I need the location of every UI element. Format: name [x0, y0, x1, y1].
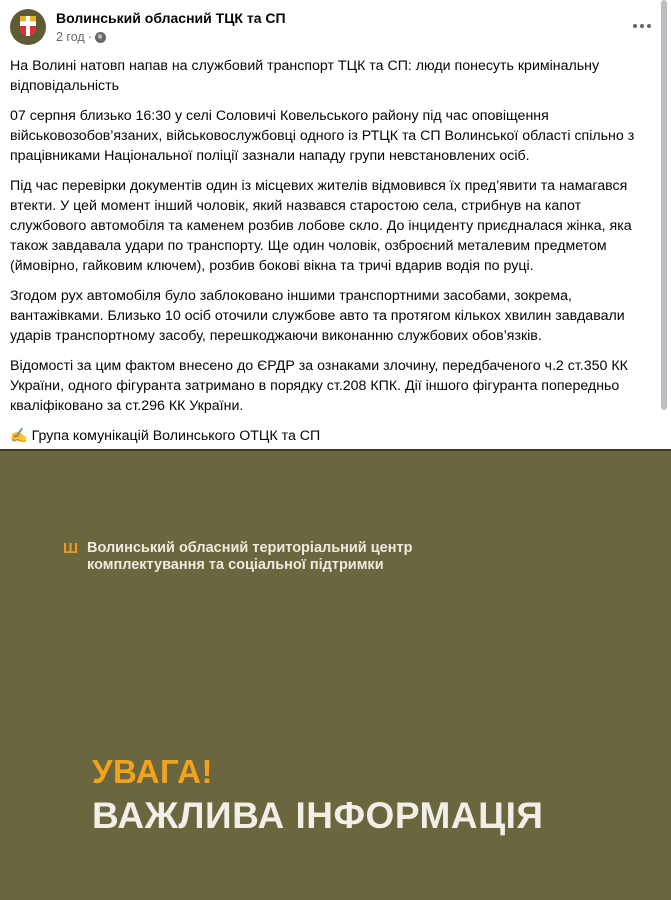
post-body [10, 56, 650, 486]
post-meta [56, 9, 286, 45]
dot-icon [640, 24, 644, 28]
post-paragraph: Під час перевірки документів один із місцевих жителів відмовився їх пред’явити та намагався втекти. У цей момент інший чоловік, який назвався старостою села, стрибнув на капот службового автомобіля та каменем розбив лобове скло. До інциденту приєдналася жінка, яка також завдавала удари по транспорту. Ще один чоловік, озброєний металевим предметом (ймовірно, гайковим ключем), розбив бокові вікна та тричі вдарив водія по руці. [10, 178, 632, 274]
post-timestamp[interactable]: 2 год [56, 30, 85, 44]
alert-title: УВАГА! [92, 753, 213, 790]
post-paragraph: Згодом рух автомобіля було заблоковано іншими транспортними засобами, зокрема, вантажівками. Близько 10 осіб оточили службове авто та протягом кількох хвилин завдавали ударів транспортному засобу, перешкоджаючи виконанню службових обов’язків. [10, 288, 625, 344]
more-options-button[interactable] [630, 20, 654, 32]
dot-icon [647, 24, 651, 28]
dot-icon [633, 24, 637, 28]
page-name-link[interactable]: Волинський обласний ТЦК та СП [56, 10, 286, 26]
org-banner [63, 540, 412, 574]
post-image[interactable] [0, 449, 671, 900]
coat-of-arms-icon [20, 16, 36, 36]
globe-icon [95, 32, 106, 43]
writing-hand-icon: ✍ [10, 428, 28, 444]
alert-subtitle: ВАЖЛИВА ІНФОРМАЦІЯ [92, 795, 544, 836]
signature-text: Група комунікацій Волинського ОТЦК та СП [31, 428, 321, 444]
separator-dot: · [87, 30, 92, 44]
facebook-post [0, 0, 671, 449]
scrollbar[interactable] [661, 0, 667, 410]
post-subline [56, 29, 286, 45]
page-avatar[interactable] [10, 9, 46, 45]
post-paragraph: Відомості за цим фактом внесено до ЄРДР за ознаками злочину, передбаченого ч.2 ст.350 КК України, одного фігуранта затримано в порядку ст.208 КПК. Дії іншого фігуранта попередньо кваліфіковано за ст.296 КК України. [10, 358, 628, 414]
post-paragraph: 07 серпня близько 16:30 у селі Соловичі Ковельського району під час оповіщення військовозобов’язаних, військовослужбовці одного із РТЦК та СП Волинської області спільно з працівниками Національної поліції зазнали нападу групи невстановлених осіб. [10, 108, 635, 164]
org-name-line: комплектування та соціальної підтримки [87, 557, 384, 573]
trident-icon: Ш [63, 540, 79, 557]
post-signature [10, 426, 650, 446]
org-name-line: Волинський обласний територіальний центр [87, 540, 413, 556]
org-name [87, 540, 412, 574]
post-header [10, 7, 286, 47]
post-headline: На Волині натовп напав на службовий транспорт ТЦК та СП: люди понесуть кримінальну відповідальність [10, 58, 600, 94]
